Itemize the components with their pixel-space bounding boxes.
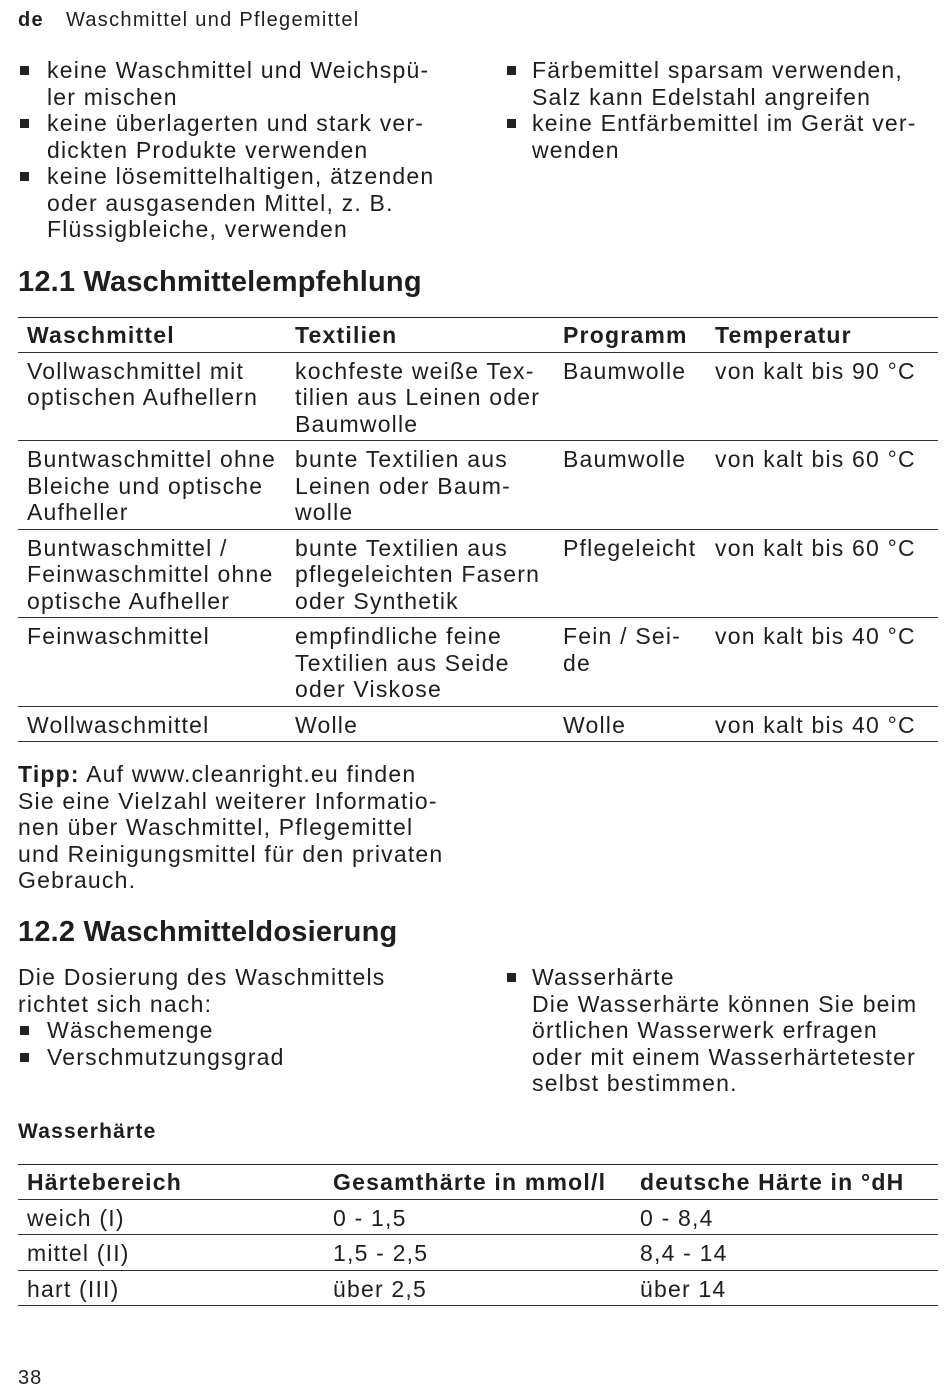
- section-heading: 12.1 Waschmittelempfehlung: [18, 266, 422, 298]
- bullet-description-line: oder mit einem Wasserhärtetester: [532, 1043, 916, 1070]
- table-header-cell: deutsche Härte in °dH: [640, 1169, 905, 1195]
- table-cell: [18, 358, 286, 438]
- table-cell: [706, 712, 938, 739]
- running-header: [18, 7, 360, 33]
- bullet-line: keine lösemittelhaltigen, ätzenden: [47, 163, 435, 189]
- table-header-cell: Härtebereich: [27, 1169, 183, 1195]
- cell-line: von kalt bis 60 °C: [715, 446, 916, 472]
- table-cell: [286, 623, 554, 703]
- cell-line: Buntwaschmittel /: [27, 534, 228, 561]
- bullet-line: ler mischen: [47, 83, 178, 110]
- cell-line: Wolle: [563, 711, 627, 738]
- cell-line: Textilien aus Seide: [295, 649, 510, 676]
- cell-line: Feinwaschmittel: [27, 623, 210, 649]
- cell-line: von kalt bis 40 °C: [715, 623, 916, 649]
- table-cell: [554, 358, 706, 438]
- table-header-cell: Textilien: [295, 322, 398, 348]
- cell-line: Bleiche und optische: [27, 472, 264, 499]
- intro-bullets-left: [18, 57, 488, 243]
- tip-line: Gebrauch.: [18, 867, 137, 893]
- table-cell: [286, 446, 554, 526]
- dosing-bullet: [18, 1017, 488, 1044]
- cell-line: optische Aufheller: [27, 587, 231, 614]
- water-hardness-table: [18, 1164, 938, 1306]
- table-cell: [286, 712, 554, 739]
- bullet-line: wenden: [532, 136, 620, 163]
- cell-line: bunte Textilien aus: [295, 534, 508, 561]
- cell-line: bunte Textilien aus: [295, 446, 508, 472]
- cell-line: oder Viskose: [295, 676, 442, 702]
- cell-line: Vollwaschmittel mit: [27, 357, 245, 384]
- bullet-square-icon: [507, 66, 516, 75]
- table-row: [18, 441, 938, 530]
- tip-line: Sie eine Vielzahl weiterer Informatio-: [18, 787, 438, 814]
- table-cell: [706, 446, 938, 526]
- bullet-line: Färbemittel sparsam verwenden,: [532, 57, 903, 83]
- paragraph-line: richtet sich nach:: [18, 990, 213, 1017]
- cell-line: von kalt bis 90 °C: [715, 357, 916, 384]
- table-cell: 0 - 1,5: [333, 1204, 407, 1231]
- water-hardness-bullet-block: [505, 964, 945, 1097]
- cell-line: Pflegeleicht: [563, 534, 697, 561]
- section-heading: 12.2 Waschmitteldosierung: [18, 916, 398, 948]
- cell-line: de: [563, 649, 591, 676]
- cell-line: Feinwaschmittel ohne: [27, 561, 274, 587]
- bullet-description-line: Die Wasserhärte können Sie beim: [532, 990, 918, 1017]
- table-cell: [554, 535, 706, 615]
- cell-line: kochfeste weiße Tex-: [295, 357, 535, 384]
- cell-line: Wolle: [295, 711, 359, 738]
- bullet-square-icon: [507, 119, 516, 128]
- bullet-line: Wasserhärte: [532, 964, 675, 990]
- bullet-square-icon: [20, 172, 29, 181]
- table-cell: [18, 623, 286, 703]
- table-cell: [286, 535, 554, 615]
- cell-line: Baumwolle: [563, 446, 687, 472]
- intro-bullet: [18, 163, 488, 243]
- cell-line: Baumwolle: [295, 410, 419, 437]
- table-cell: [554, 712, 706, 739]
- intro-bullet: [505, 57, 945, 110]
- bullet-line: oder ausgasenden Mittel, z. B.: [47, 189, 394, 216]
- table-cell: [18, 535, 286, 615]
- header-language-code: de: [18, 9, 44, 31]
- table-cell: [18, 712, 286, 739]
- cell-line: oder Synthetik: [295, 587, 459, 614]
- table-row: [18, 1235, 938, 1271]
- bullet-line: dickten Produkte verwenden: [47, 136, 369, 163]
- table-cell: [18, 446, 286, 526]
- intro-bullet: [18, 110, 488, 163]
- intro-bullet: [505, 110, 945, 163]
- cell-line: tilien aus Leinen oder: [295, 384, 541, 410]
- table-cell: 1,5 - 2,5: [333, 1240, 429, 1266]
- table-row: [18, 707, 938, 743]
- tip-label: Tipp:: [18, 761, 80, 787]
- table-row: [18, 618, 938, 707]
- table-cell: weich (I): [27, 1204, 125, 1231]
- table-cell: hart (III): [27, 1275, 120, 1302]
- intro-bullet: [18, 57, 488, 110]
- table-cell: über 14: [640, 1275, 727, 1302]
- paragraph-line: Die Dosierung des Waschmittels: [18, 964, 386, 990]
- table-cell: 0 - 8,4: [640, 1204, 714, 1231]
- cell-line: Aufheller: [27, 499, 129, 525]
- table-cell: mittel (II): [27, 1240, 130, 1266]
- tip-paragraph: [18, 761, 488, 894]
- bullet-description-line: selbst bestimmen.: [532, 1070, 738, 1096]
- bullet-square-icon: [20, 1026, 29, 1035]
- table-row: [18, 530, 938, 619]
- table-cell: [554, 446, 706, 526]
- table-cell: [554, 623, 706, 703]
- cell-line: optischen Aufhellern: [27, 384, 259, 410]
- bullet-line: Wäschemenge: [47, 1017, 214, 1043]
- bullet-square-icon: [20, 1053, 29, 1062]
- cell-line: empfindliche feine: [295, 623, 502, 649]
- bullet-line: Flüssigbleiche, verwenden: [47, 216, 349, 242]
- subsection-heading: Wasserhärte: [18, 1120, 157, 1143]
- cell-line: Buntwaschmittel ohne: [27, 446, 277, 472]
- table-header-row: [18, 1165, 938, 1200]
- bullet-line: keine überlagerten und stark ver-: [47, 110, 425, 136]
- bullet-square-icon: [507, 973, 516, 982]
- bullet-line: keine Entfärbemittel im Gerät ver-: [532, 110, 917, 136]
- table-cell: [706, 358, 938, 438]
- table-cell: über 2,5: [333, 1275, 427, 1302]
- cell-line: Wollwaschmittel: [27, 711, 210, 738]
- intro-bullets-right: [505, 57, 945, 163]
- table-header-cell: Gesamthärte in mmol/l: [333, 1169, 607, 1195]
- table-row: [18, 1200, 938, 1236]
- bullet-square-icon: [20, 66, 29, 75]
- cell-line: Fein / Sei-: [563, 623, 682, 649]
- table-row: [18, 353, 938, 442]
- header-section-title: Waschmittel und Pflegemittel: [65, 9, 360, 31]
- table-cell: [286, 358, 554, 438]
- bullet-description-line: örtlichen Wasserwerk erfragen: [532, 1017, 878, 1043]
- tip-line: [18, 761, 488, 788]
- tip-text: Auf www.cleanright.eu finden: [86, 761, 417, 787]
- table-header-cell: Waschmittel: [27, 322, 175, 348]
- cell-line: pflegeleichten Fasern: [295, 561, 541, 587]
- table-header-row: [18, 318, 938, 353]
- tip-line: und Reinigungsmittel für den privaten: [18, 840, 444, 867]
- table-row: [18, 1271, 938, 1307]
- bullet-line: Salz kann Edelstahl angreifen: [532, 83, 872, 110]
- cell-line: von kalt bis 60 °C: [715, 534, 916, 561]
- dosing-intro: [18, 964, 488, 1070]
- bullet-line: keine Waschmittel und Weichspü-: [47, 57, 430, 83]
- table-cell: [706, 623, 938, 703]
- tip-line: nen über Waschmittel, Pflegemittel: [18, 814, 414, 840]
- table-cell: [706, 535, 938, 615]
- cell-line: Leinen oder Baum-: [295, 472, 512, 499]
- detergent-recommendation-table: [18, 317, 938, 742]
- dosing-bullet: [505, 964, 945, 1097]
- dosing-bullet: [18, 1044, 488, 1071]
- page-number: 38: [18, 1367, 43, 1389]
- bullet-square-icon: [20, 119, 29, 128]
- table-header-cell: Programm: [563, 322, 688, 348]
- cell-line: wolle: [295, 499, 354, 525]
- table-cell: 8,4 - 14: [640, 1240, 728, 1266]
- bullet-line: Verschmutzungsgrad: [47, 1043, 285, 1070]
- table-header-cell: Temperatur: [715, 322, 852, 348]
- cell-line: Baumwolle: [563, 357, 687, 384]
- cell-line: von kalt bis 40 °C: [715, 711, 916, 738]
